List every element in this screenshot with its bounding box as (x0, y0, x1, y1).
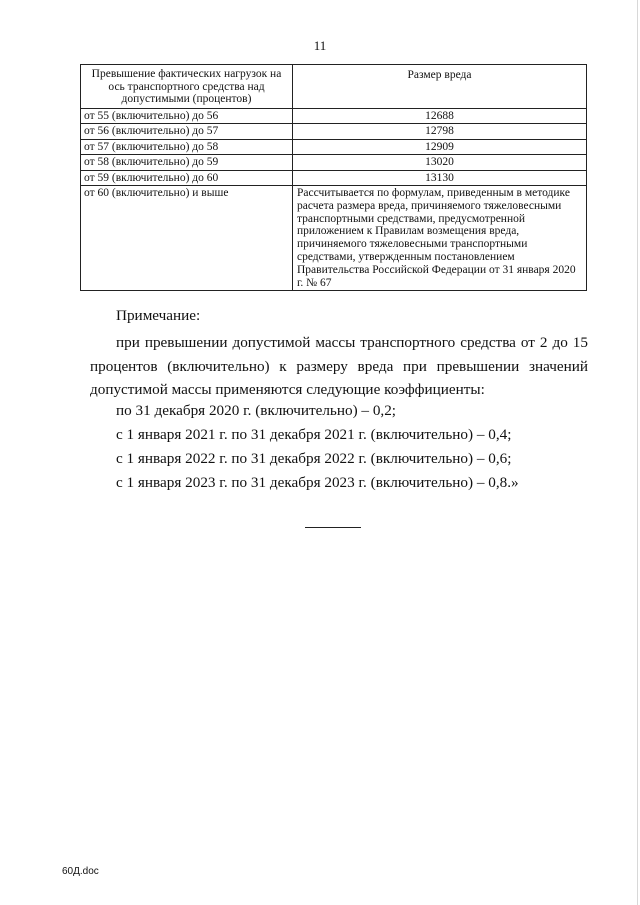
table-header-row (81, 65, 587, 109)
row-range: от 57 (включительно) до 58 (81, 139, 293, 155)
row-range: от 59 (включительно) до 60 (81, 170, 293, 186)
file-name-footer: 60Д.doc (62, 866, 99, 877)
row-range: от 58 (включительно) до 59 (81, 155, 293, 171)
scan-edge-line (637, 0, 638, 905)
page-number: 11 (313, 38, 327, 53)
row-value-formula-note: Рассчитывается по формулам, приведенным в методике расчета размера вреда, причиняемого тяжеловесными транспортными средствами, предусмотренной приложением к Правилам возмещения вреда, причиняемого тяжеловесными транспортными средствами, утвержденным постановлением Правительства Российской Федерации от 31 января 2020 г. № 67 (293, 186, 587, 291)
table-row (81, 155, 587, 171)
coefficient-item: с 1 января 2021 г. по 31 декабря 2021 г. (включительно) – 0,4; (116, 426, 512, 443)
coefficient-item: по 31 декабря 2020 г. (включительно) – 0,2; (116, 402, 397, 419)
table-row (81, 124, 587, 140)
table-row (81, 186, 587, 291)
table-row (81, 170, 587, 186)
row-range: от 55 (включительно) до 56 (81, 108, 293, 124)
row-value: 12798 (293, 124, 587, 140)
row-value: 13020 (293, 155, 587, 171)
table-row (81, 108, 587, 124)
coefficient-item: с 1 января 2022 г. по 31 декабря 2022 г. (включительно) – 0,6; (116, 450, 512, 467)
row-value: 12688 (293, 108, 587, 124)
row-range: от 60 (включительно) и выше (81, 186, 293, 291)
row-range: от 56 (включительно) до 57 (81, 124, 293, 140)
header-overload-percent: Превышение фактических нагрузок на ось транспортного средства над допустимыми (процентов) (81, 65, 293, 109)
row-value: 12909 (293, 139, 587, 155)
coefficient-item: с 1 января 2023 г. по 31 декабря 2023 г. (включительно) – 0,8.» (116, 474, 519, 491)
note-title: Примечание: (116, 307, 201, 324)
header-harm-amount: Размер вреда (293, 65, 587, 109)
note-paragraph: при превышении допустимой массы транспортного средства от 2 до 15 процентов (включительно) к размеру вреда при превышении значений допустимой массы применяются следующие коэффициенты: (90, 334, 588, 398)
harm-table (80, 64, 587, 291)
table-row (81, 139, 587, 155)
row-value: 13130 (293, 170, 587, 186)
separator-line (305, 527, 361, 528)
